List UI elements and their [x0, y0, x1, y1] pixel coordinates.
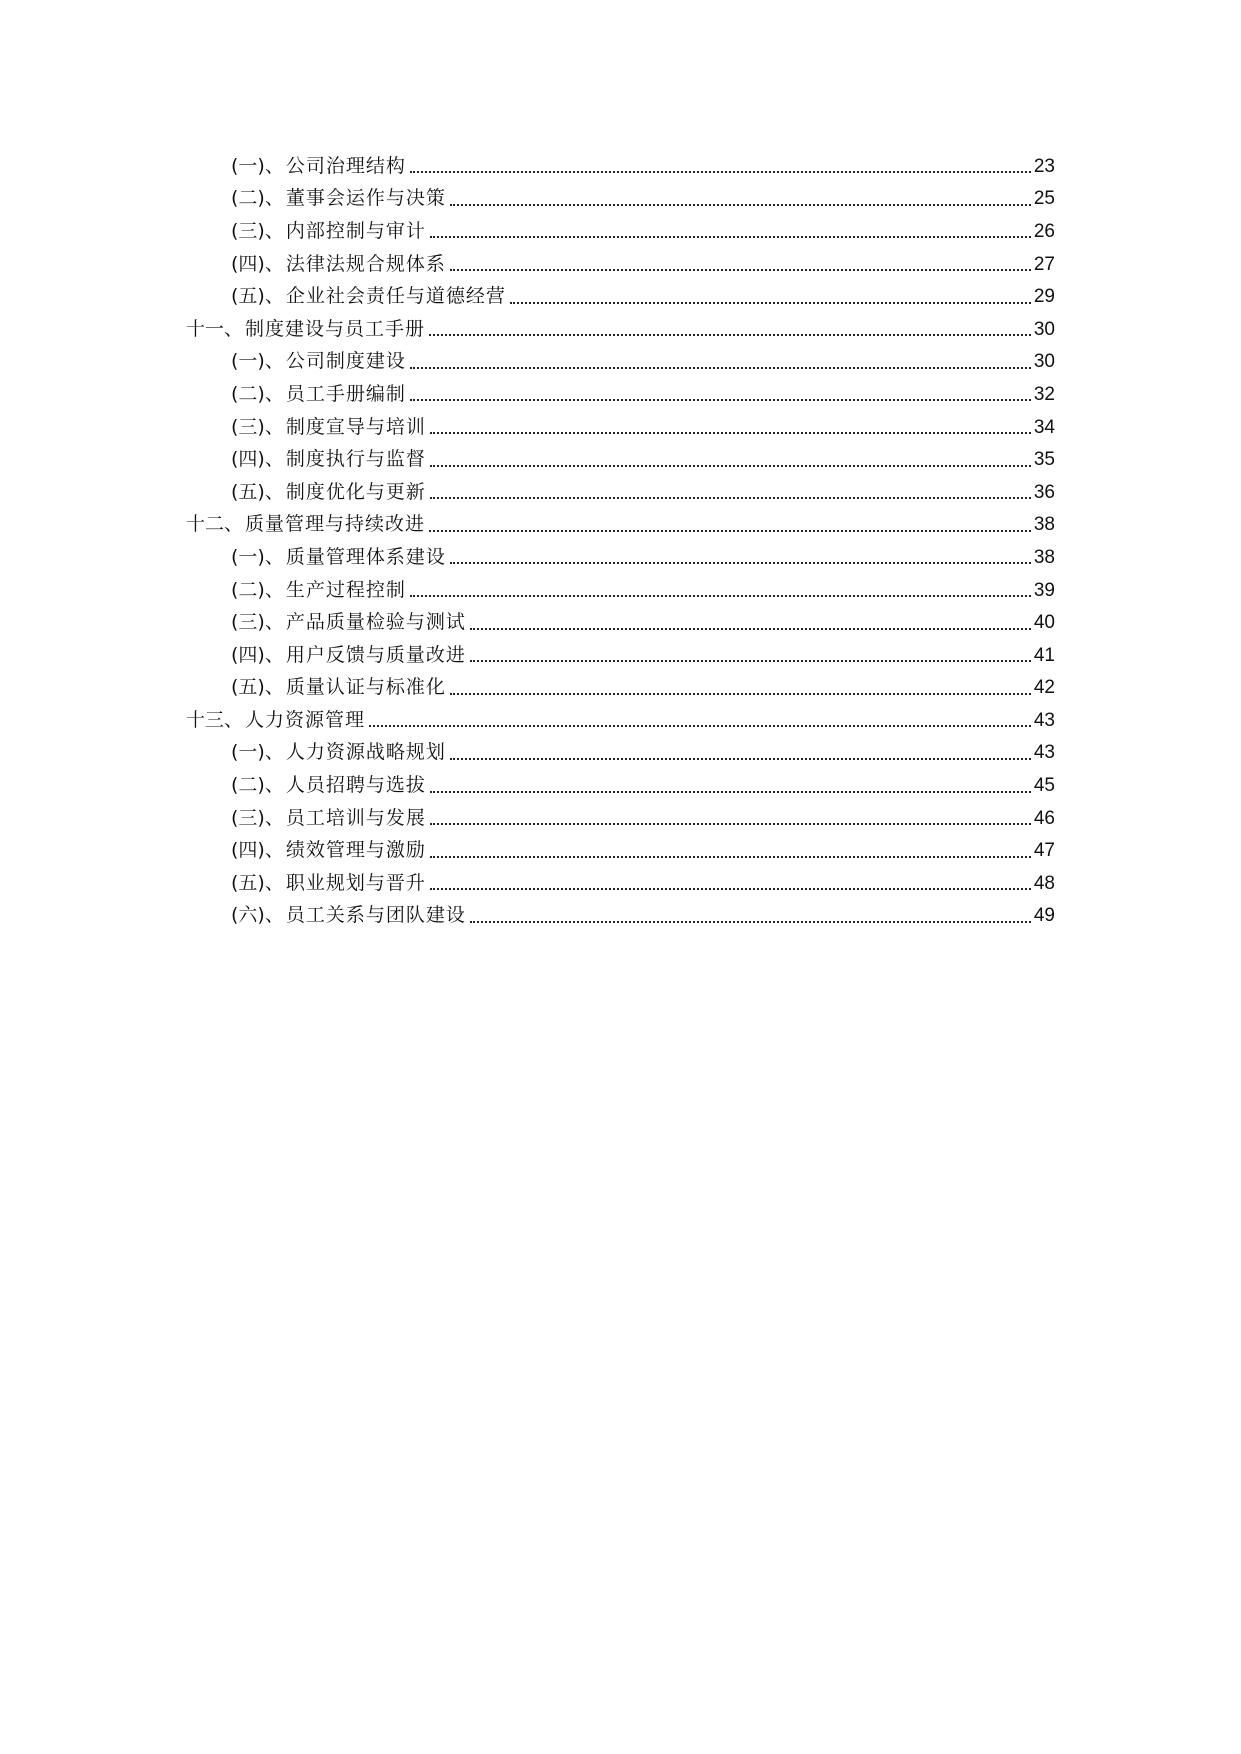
toc-entry-title: 企业社会责任与道德经营: [285, 285, 506, 308]
toc-entry[interactable]: [186, 769, 1055, 802]
toc-entry-title: 质量认证与标准化: [285, 676, 446, 699]
toc-entry-page: 30: [1033, 351, 1055, 373]
toc-entry-title: 产品质量检验与测试: [285, 611, 466, 634]
toc-entry-separator: 、: [224, 317, 244, 340]
toc-entry-number: (一): [231, 350, 265, 373]
toc-entry-number: (二): [231, 774, 265, 797]
toc-entry-separator: 、: [264, 676, 284, 699]
toc-entry[interactable]: [186, 313, 1055, 346]
toc-entry-number: 十二: [186, 513, 225, 536]
dot-leader: [470, 660, 1031, 662]
table-of-contents: [186, 150, 1055, 932]
toc-entry-page: 43: [1033, 742, 1055, 764]
toc-entry-number: (五): [231, 676, 265, 699]
toc-entry-separator: 、: [264, 415, 284, 438]
toc-entry-separator: 、: [264, 741, 284, 764]
dot-leader: [470, 921, 1031, 923]
toc-entry-page: 25: [1033, 188, 1055, 210]
dot-leader: [429, 530, 1031, 532]
toc-entry-number: (五): [231, 285, 265, 308]
toc-entry-page: 42: [1033, 677, 1055, 699]
toc-entry-separator: 、: [264, 611, 284, 634]
toc-entry[interactable]: [186, 672, 1055, 705]
toc-entry-page: 29: [1033, 286, 1055, 308]
toc-entry-number: (五): [231, 480, 265, 503]
toc-entry-title: 内部控制与审计: [285, 219, 426, 242]
toc-entry-page: 49: [1033, 905, 1055, 927]
toc-entry-page: 36: [1033, 481, 1055, 503]
toc-entry-number: (三): [231, 806, 265, 829]
dot-leader: [450, 693, 1031, 695]
dot-leader: [430, 823, 1031, 825]
toc-entry-separator: 、: [264, 448, 284, 471]
dot-leader: [410, 367, 1031, 369]
toc-entry[interactable]: [186, 834, 1055, 867]
dot-leader: [510, 302, 1031, 304]
toc-entry-page: 34: [1033, 416, 1055, 438]
toc-entry-number: (二): [231, 578, 265, 601]
toc-entry-page: 23: [1033, 155, 1055, 177]
toc-entry-page: 47: [1033, 840, 1055, 862]
toc-entry-number: (四): [231, 643, 265, 666]
toc-entry[interactable]: [186, 541, 1055, 574]
toc-entry-number: (一): [231, 154, 265, 177]
toc-entry-title: 制度宣导与培训: [285, 415, 426, 438]
toc-entry-number: (四): [231, 448, 265, 471]
toc-entry-number: (三): [231, 611, 265, 634]
toc-entry-title: 员工手册编制: [285, 382, 406, 405]
toc-entry-title: 公司治理结构: [285, 154, 406, 177]
toc-entry-separator: 、: [264, 252, 284, 275]
toc-entry-number: (四): [231, 252, 265, 275]
toc-entry-number: (一): [231, 545, 265, 568]
toc-entry-separator: 、: [224, 513, 244, 536]
toc-entry[interactable]: [186, 639, 1055, 672]
toc-entry-number: (五): [231, 871, 265, 894]
dot-leader: [430, 497, 1031, 499]
toc-entry-separator: 、: [264, 382, 284, 405]
toc-entry-separator: 、: [264, 643, 284, 666]
toc-entry-title: 质量管理与持续改进: [245, 513, 426, 536]
toc-entry-title: 法律法规合规体系: [285, 252, 446, 275]
dot-leader: [450, 758, 1031, 760]
dot-leader: [429, 334, 1031, 336]
toc-entry-title: 员工关系与团队建设: [285, 904, 466, 927]
toc-entry-page: 27: [1033, 253, 1055, 275]
dot-leader: [410, 171, 1031, 173]
toc-entry[interactable]: [186, 802, 1055, 835]
toc-entry[interactable]: [186, 346, 1055, 379]
toc-entry-number: (四): [231, 839, 265, 862]
toc-entry[interactable]: [186, 867, 1055, 900]
toc-entry-title: 制度执行与监督: [285, 448, 426, 471]
toc-entry-title: 制度建设与员工手册: [245, 317, 426, 340]
toc-entry[interactable]: [186, 476, 1055, 509]
toc-entry-separator: 、: [264, 871, 284, 894]
toc-entry-separator: 、: [264, 774, 284, 797]
toc-entry-title: 人员招聘与选拔: [285, 774, 426, 797]
dot-leader: [410, 399, 1031, 401]
dot-leader: [430, 888, 1031, 890]
toc-entry[interactable]: [186, 280, 1055, 313]
toc-entry[interactable]: [186, 150, 1055, 183]
toc-entry-page: 46: [1033, 807, 1055, 829]
toc-entry-separator: 、: [264, 545, 284, 568]
dot-leader: [430, 432, 1031, 434]
dot-leader: [430, 465, 1031, 467]
dot-leader: [450, 204, 1031, 206]
toc-entry-page: 43: [1033, 709, 1055, 731]
toc-entry[interactable]: [186, 509, 1055, 542]
toc-entry-title: 用户反馈与质量改进: [285, 643, 466, 666]
toc-entry-page: 38: [1033, 514, 1055, 536]
toc-entry-page: 40: [1033, 612, 1055, 634]
toc-entry-number: (六): [231, 904, 265, 927]
toc-entry[interactable]: [186, 606, 1055, 639]
toc-entry-separator: 、: [264, 350, 284, 373]
dot-leader: [450, 269, 1031, 271]
toc-entry[interactable]: [186, 574, 1055, 607]
toc-entry-number: (一): [231, 741, 265, 764]
toc-entry[interactable]: [186, 411, 1055, 444]
dot-leader: [430, 856, 1031, 858]
toc-entry-page: 32: [1033, 383, 1055, 405]
toc-entry-separator: 、: [264, 839, 284, 862]
toc-entry[interactable]: [186, 704, 1055, 737]
toc-entry-number: (三): [231, 219, 265, 242]
toc-entry-separator: 、: [264, 187, 284, 210]
dot-leader: [430, 236, 1031, 238]
toc-entry-separator: 、: [264, 806, 284, 829]
toc-entry-page: 35: [1033, 449, 1055, 471]
toc-entry-number: (三): [231, 415, 265, 438]
dot-leader: [470, 628, 1031, 630]
toc-entry-number: (二): [231, 187, 265, 210]
toc-entry-title: 制度优化与更新: [285, 480, 426, 503]
toc-entry-number: 十一: [186, 317, 225, 340]
toc-entry[interactable]: [186, 737, 1055, 770]
toc-entry-page: 26: [1033, 220, 1055, 242]
toc-entry[interactable]: [186, 900, 1055, 933]
toc-entry-number: (二): [231, 382, 265, 405]
toc-entry-page: 41: [1033, 644, 1055, 666]
toc-entry[interactable]: [186, 443, 1055, 476]
toc-entry-page: 39: [1033, 579, 1055, 601]
toc-entry-number: 十三: [186, 708, 225, 731]
toc-entry-separator: 、: [264, 578, 284, 601]
toc-entry-title: 员工培训与发展: [285, 806, 426, 829]
toc-entry-page: 38: [1033, 546, 1055, 568]
toc-entry-separator: 、: [264, 154, 284, 177]
toc-entry[interactable]: [186, 215, 1055, 248]
toc-entry-title: 董事会运作与决策: [285, 187, 446, 210]
dot-leader: [410, 595, 1031, 597]
toc-entry-title: 生产过程控制: [285, 578, 406, 601]
toc-entry[interactable]: [186, 378, 1055, 411]
toc-entry-title: 质量管理体系建设: [285, 545, 446, 568]
toc-entry-page: 30: [1033, 318, 1055, 340]
toc-entry-title: 绩效管理与激励: [285, 839, 426, 862]
toc-entry-title: 人力资源战略规划: [285, 741, 446, 764]
toc-entry[interactable]: [186, 248, 1055, 281]
toc-entry-page: 48: [1033, 872, 1055, 894]
toc-entry-separator: 、: [264, 219, 284, 242]
toc-entry-separator: 、: [264, 285, 284, 308]
dot-leader: [450, 562, 1031, 564]
toc-entry-title: 人力资源管理: [245, 708, 366, 731]
toc-entry-separator: 、: [264, 480, 284, 503]
toc-entry[interactable]: [186, 183, 1055, 216]
dot-leader: [369, 725, 1031, 727]
toc-entry-title: 职业规划与晋升: [285, 871, 426, 894]
toc-entry-page: 45: [1033, 775, 1055, 797]
toc-entry-separator: 、: [264, 904, 284, 927]
toc-entry-separator: 、: [224, 708, 244, 731]
dot-leader: [430, 791, 1031, 793]
toc-entry-title: 公司制度建设: [285, 350, 406, 373]
